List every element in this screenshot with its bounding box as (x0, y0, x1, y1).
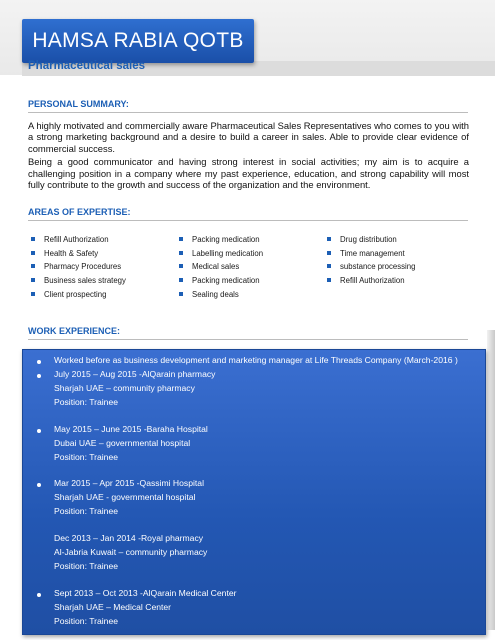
expertise-label: Time management (340, 248, 405, 258)
bullet-icon (37, 593, 41, 597)
work-line: Position: Trainee (54, 397, 119, 407)
summary-text (28, 120, 469, 192)
expertise-item (31, 262, 126, 276)
bullet-icon (37, 374, 41, 378)
expertise-divider (28, 220, 468, 221)
bullet-icon (31, 251, 35, 255)
expertise-item (179, 276, 263, 290)
bullet-icon (179, 264, 183, 268)
summary-heading: PERSONAL SUMMARY: (28, 99, 129, 109)
bullet-icon (327, 278, 331, 282)
summary-paragraph: Being a good communicator and having strong interest in social activities; my aim is to acquire a challenging position in a company where my past experience, education, and strong capability will most fully contribute to the growth and success of the organization and the environment. (28, 156, 469, 191)
expertise-item (31, 290, 126, 304)
expertise-label: substance processing (340, 262, 416, 272)
work-line: Dubai UAE – governmental hospital (54, 438, 191, 448)
bullet-icon (37, 360, 41, 364)
bullet-icon (31, 278, 35, 282)
expertise-heading: AREAS OF EXPERTISE: (28, 207, 131, 217)
work-line: Sharjah UAE - governmental hospital (54, 492, 196, 502)
expertise-item (327, 235, 415, 249)
bullet-icon (327, 251, 331, 255)
work-line: Sharjah UAE – community pharmacy (54, 383, 195, 393)
bullet-icon (37, 483, 41, 487)
bullet-icon (179, 278, 183, 282)
bullet-icon (179, 237, 183, 241)
expertise-label: Sealing deals (192, 289, 239, 299)
bullet-icon (179, 251, 183, 255)
expertise-item (179, 235, 263, 249)
expertise-label: Health & Safety (44, 248, 99, 258)
work-line: Worked before as business development and marketing manager at Life Threads Company (March-2016 ) (54, 355, 458, 365)
work-line: Position: Trainee (54, 561, 119, 571)
expertise-item (327, 262, 415, 276)
work-heading: WORK EXPERIENCE: (28, 326, 121, 336)
expertise-label: Drug distribution (340, 235, 397, 244)
bullet-icon (31, 264, 35, 268)
work-line: July 2015 – Aug 2015 -AlQarain pharmacy (54, 369, 216, 379)
expertise-item (327, 276, 415, 290)
work-line: Position: Trainee (54, 506, 119, 516)
expertise-label: Medical sales (192, 262, 240, 272)
work-line: Position: Trainee (54, 452, 119, 462)
expertise-item (179, 262, 263, 276)
work-experience-panel (22, 349, 486, 635)
expertise-label: Packing medication (192, 276, 260, 286)
bullet-icon (31, 292, 35, 296)
bullet-icon (327, 264, 331, 268)
expertise-item (31, 235, 126, 249)
expertise-item (31, 276, 126, 290)
work-line: Al-Jabria Kuwait – community pharmacy (54, 547, 208, 557)
work-line: Dec 2013 – Jan 2014 -Royal pharmacy (54, 533, 204, 543)
expertise-item (31, 249, 126, 263)
work-divider (28, 339, 468, 340)
bullet-icon (31, 237, 35, 241)
expertise-column-1 (31, 235, 126, 303)
expertise-item (327, 249, 415, 263)
expertise-label: Client prospecting (44, 289, 107, 299)
expertise-label: Pharmacy Procedures (44, 262, 122, 272)
summary-divider (28, 112, 468, 113)
page-edge-shadow (487, 330, 495, 630)
expertise-label: Business sales strategy (44, 276, 126, 286)
expertise-label: Refill Authorization (44, 235, 109, 244)
work-line: Sept 2013 – Oct 2013 -AlQarain Medical Center (54, 588, 237, 598)
expertise-label: Labelling medication (192, 248, 264, 258)
work-line: May 2015 – June 2015 -Baraha Hospital (54, 424, 208, 434)
bullet-icon (179, 292, 183, 296)
summary-paragraph: A highly motivated and commercially aware Pharmaceutical Sales Representatives who comes to you with a strong marketing background and a desire to build a career in sales. Able to provide clear evidence of commercial success. (28, 120, 469, 154)
bullet-icon (37, 429, 41, 433)
expertise-item (179, 290, 263, 304)
expertise-column-2 (179, 235, 263, 303)
bullet-icon (327, 237, 331, 241)
work-line: Mar 2015 – Apr 2015 -Qassimi Hospital (54, 478, 204, 488)
expertise-item (179, 249, 263, 263)
candidate-name: HAMSA RABIA QOTB (32, 29, 244, 52)
expertise-label: Packing medication (192, 235, 260, 244)
expertise-label: Refill Authorization (340, 276, 405, 286)
name-banner (22, 19, 254, 63)
job-title: Pharmaceutical sales (28, 60, 145, 72)
expertise-column-3 (327, 235, 415, 290)
work-line: Position: Trainee (54, 616, 119, 626)
work-line: Sharjah UAE – Medical Center (54, 602, 172, 612)
